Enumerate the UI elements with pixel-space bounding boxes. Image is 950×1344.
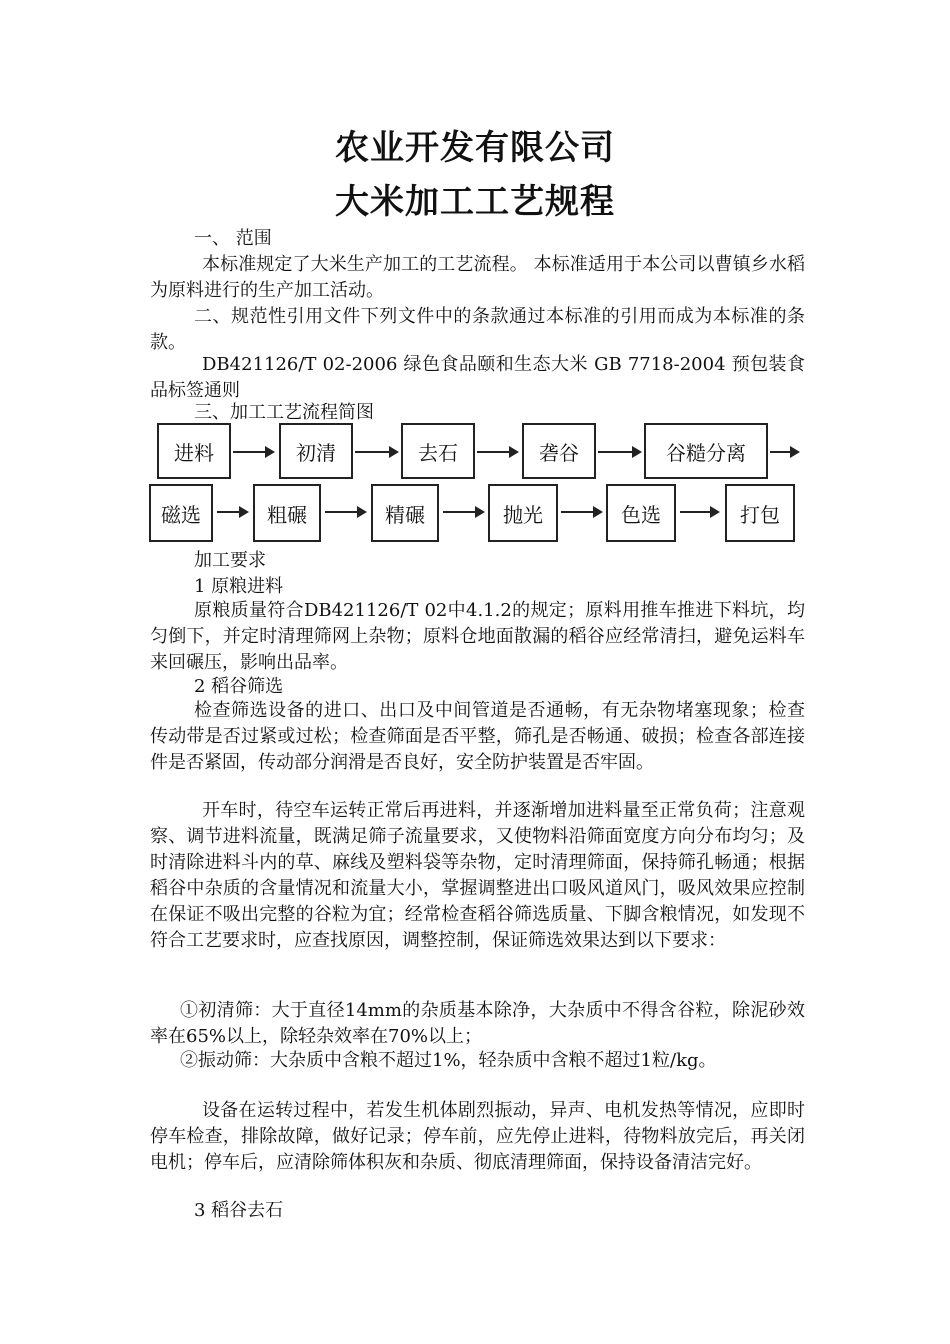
- flow-arrow: [477, 451, 517, 453]
- section2-references: DB421126/T 02-2006 绿色食品颐和生态大米 GB 7718-2004 预包装食品标签通则: [150, 354, 805, 401]
- flow-arrow: [680, 511, 718, 513]
- req2-paragraph-2: 开车时，待空车运转正常后再进料，并逐渐增加进料量至正常负荷；注意观察、调节进料流量，既满足筛子流量要求，又使物料沿筛面宽度方向分布均匀；及时清除进料斗内的草、麻线及塑料袋等杂物，定时清理筛面，保持筛孔畅通；根据稻谷中杂质的含量情况和流量大小，掌握调整进出口吸风道风门，吸风效果应控制在保证不吸出完整的谷粒为宜；经常检查稻谷筛选质量、下脚含粮情况，如发现不符合工艺要求时，应查找原因，调整控制，保证筛选效果达到以下要求：: [150, 800, 805, 951]
- flow-arrow: [770, 451, 798, 453]
- flow-step-intake: 进料: [157, 423, 231, 479]
- req2-heading: 2 稻谷筛选: [194, 676, 284, 697]
- section3-heading: 三、加工工艺流程简图: [194, 402, 374, 423]
- flow-arrow: [598, 451, 640, 453]
- flow-step-fine-milling: 精碾: [371, 484, 439, 542]
- flow-step-packing: 打包: [725, 484, 795, 542]
- section1-heading: 一、 范围: [194, 228, 272, 249]
- req1-heading: 1 原粮进料: [194, 576, 284, 597]
- req2-item-2: ②振动筛：大杂质中含粮不超过1%，轻杂质中含粮不超过1粒/kg。: [180, 1050, 717, 1071]
- req2-paragraph-1: 检查筛选设备的进口、出口及中间管道是否通畅，有无杂物堵塞现象；检查传动带是否过紧或过松；检查筛面是否平整，筛孔是否畅通、破损；检查各部连接件是否紧固，传动部分润滑是否良好，安全防护装置是否牢固。: [150, 700, 805, 773]
- flow-step-coarse-milling: 粗碾: [253, 484, 321, 542]
- flow-step-magnetic-separation: 磁选: [149, 484, 213, 542]
- company-title: 农业开发有限公司: [335, 128, 615, 168]
- flow-arrow: [233, 451, 273, 453]
- flow-arrow: [217, 511, 247, 513]
- req2-paragraph-3: 设备在运转过程中，若发生机体剧烈振动，异声、电机发热等情况，应即时停车检查，排除故障，做好记录；停车前，应先停止进料，待物料放完后，再关闭电机；停车后，应清除筛体积灰和杂质、彻底清理筛面，保持设备清洁完好。: [150, 1100, 805, 1173]
- flow-arrow: [443, 511, 483, 513]
- requirements-heading: 加工要求: [194, 550, 266, 571]
- flow-step-paddy-separation: 谷糙分离: [644, 423, 768, 479]
- flow-arrow: [355, 451, 397, 453]
- req2-item-1: ①初清筛：大于直径14mm的杂质基本除净，大杂质中不得含谷粒，除泥砂效率在65%以上，除轻杂效率在70%以上；: [150, 1000, 805, 1047]
- flow-arrow: [561, 511, 601, 513]
- flow-step-polishing: 抛光: [488, 484, 558, 542]
- process-flow-diagram: [145, 418, 815, 548]
- flow-step-color-sorting: 色选: [606, 484, 676, 542]
- req3-heading: 3 稻谷去石: [194, 1200, 284, 1221]
- section1-body: 本标准规定了大米生产加工的工艺流程。 本标准适用于本公司以曹镇乡水稻为原料进行的生产加工活动。: [150, 254, 805, 301]
- section2-body: 二、规范性引用文件下列文件中的条款通过本标准的引用而成为本标准的条款。: [150, 306, 805, 353]
- req1-body: 原粮质量符合DB421126/T 02中4.1.2的规定；原料用推车推进下料坑，均匀倒下，并定时清理筛网上杂物；原料仓地面散漏的稻谷应经常清扫，避免运料车来回碾压，影响出品率。: [150, 600, 805, 673]
- flow-arrow: [325, 511, 365, 513]
- flow-step-destoning: 去石: [401, 423, 475, 479]
- flow-step-husking: 砻谷: [522, 423, 596, 479]
- flow-step-pre-cleaning: 初清: [279, 423, 353, 479]
- document-title: 大米加工工艺规程: [335, 182, 615, 222]
